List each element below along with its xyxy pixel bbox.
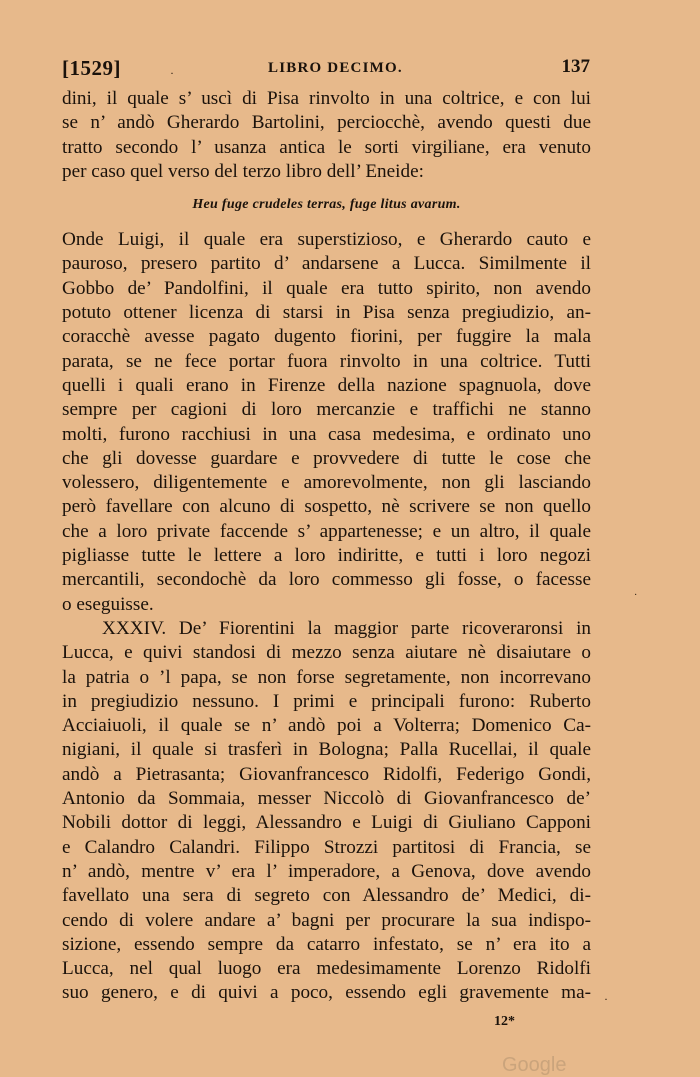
text-line: nigiani, il quale si trasferì in Bologna; Palla Rucellai, il quale [62, 739, 591, 761]
text-line: che gli dovesse guardare e provvedere di tutte le cose che [62, 447, 591, 469]
text-line: favellato una sera di segreto con Alessandro de’ Medici, di- [62, 885, 591, 907]
header-title: LIBRO DECIMO. [268, 60, 403, 76]
text-line: Gobbo de’ Pandolfini, il quale era tutto spirito, non avendo [62, 277, 591, 299]
text-line: però favellare con alcuno di sospetto, nè scrivere se non quello [62, 496, 591, 518]
text-line: pauroso, presero partito d’ andarsene a Lucca. Similmente il [62, 253, 591, 275]
text-line: parata, se ne fece portar fuora rinvolto in una coltrice. Tutti [62, 350, 591, 372]
text-line: se n’ andò Gherardo Bartolini, perciocchè, avendo questi due [62, 112, 591, 134]
text-line: o eseguisse. [62, 593, 154, 615]
text-line: sizione, essendo sempre da catarro infestato, se n’ era ito a [62, 933, 591, 955]
text-line: quelli i quali erano in Firenze della nazione spagnuola, dove [62, 374, 591, 396]
text-line: volessero, diligentemente e amorevolmente, non gli lasciando [62, 472, 591, 494]
text-line: pigliasse tutte le lettere a loro indiritte, e tutti i loro negozi [62, 545, 591, 567]
text-line: suo genero, e di quivi a poco, essendo egli gravemente ma- [62, 982, 591, 1004]
speck-mark: · [170, 66, 174, 80]
text-line: tratto secondo l’ usanza antica le sorti virgiliane, era venuto [62, 136, 591, 158]
section-start-line: XXXIV. De’ Fiorentini la maggior parte ricoveraronsi in [102, 617, 591, 639]
page-number: 137 [561, 56, 590, 77]
text-line: che a loro private faccende s’ appartenesse; e un altro, il quale [62, 520, 591, 542]
body-text [62, 87, 591, 1006]
header-year: [1529] [62, 56, 121, 80]
speck-mark: · [604, 992, 608, 1006]
text-line: potuto ottener licenza di starsi in Pisa senza pregiudizio, an- [62, 302, 591, 324]
text-line: Nobili dottor di leggi, Alessandro e Luigi di Giuliano Capponi [62, 812, 591, 834]
text-line: cendo di volere andare a’ bagni per procurare la sua indispo- [62, 909, 591, 931]
text-line: mercantili, secondochè da loro commesso gli fosse, o facesse [62, 569, 591, 591]
text-line: in pregiudizio nessuno. I primi e principali furono: Ruberto [62, 690, 591, 712]
speck-mark: · [634, 590, 638, 601]
text-line: la patria o ’l papa, se non forse segretamente, non incorrevano [62, 666, 591, 688]
text-line: coracchè avesse pagato dugento fiorini, per fuggire la mala [62, 326, 591, 348]
text-line: Lucca, e quivi standosi di mezzo senza aiutare nè disaiutare o [62, 642, 591, 664]
text-line: Antonio da Sommaia, messer Niccolò di Giovanfrancesco de’ [62, 788, 591, 810]
text-line: dini, il quale s’ uscì di Pisa rinvolto in una coltrice, e con lui [62, 88, 591, 109]
watermark: Google [502, 1054, 567, 1076]
text-line: molti, furono racchiusi in una casa medesima, e ordinato uno [62, 423, 591, 445]
text-line: andò a Pietrasanta; Giovanfrancesco Ridolfi, Federigo Gondi, [62, 763, 591, 785]
signature-mark: 12* [494, 1014, 515, 1029]
text-line: e Calandro Calandri. Filippo Strozzi partitosi di Francia, se [62, 836, 591, 858]
text-line: per caso quel verso del terzo libro dell’ Eneide: [62, 160, 424, 182]
text-line: sempre per cagioni di loro mercanzie e traffichi ne stanno [62, 399, 591, 421]
text-line: n’ andò, mentre v’ era l’ imperadore, a Genova, dove avendo [62, 860, 591, 882]
text-line: Acciaiuoli, il quale se n’ andò poi a Volterra; Domenico Ca- [62, 715, 591, 737]
text-line: Lucca, nel qual luogo era medesimamente Lorenzo Ridolfi [62, 958, 591, 980]
text-line: Onde Luigi, il quale era superstizioso, e Gherardo cauto e [62, 229, 591, 251]
quoted-verse: Heu fuge crudeles terras, fuge litus avarum. [192, 197, 461, 213]
running-header [62, 56, 592, 82]
